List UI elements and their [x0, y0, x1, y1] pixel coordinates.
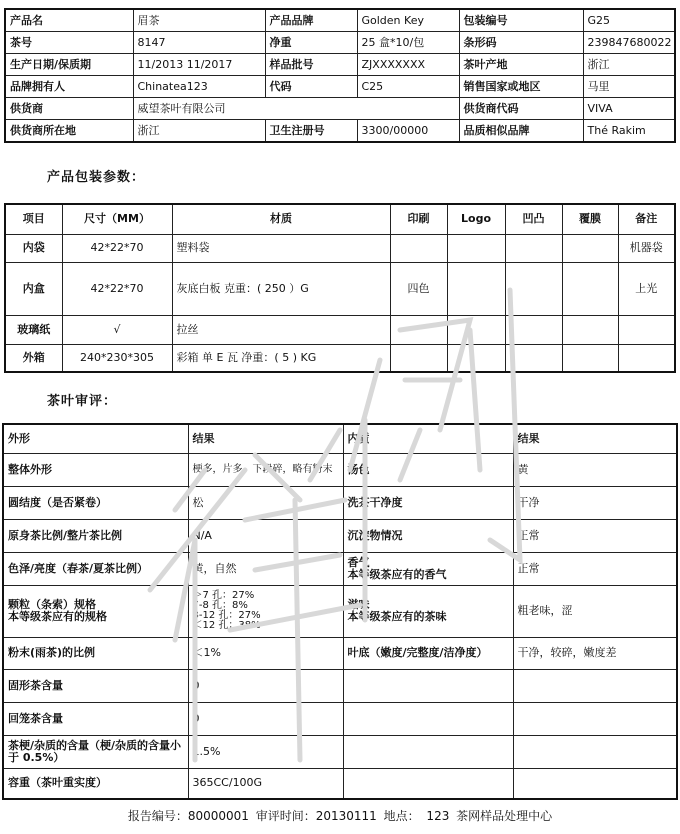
info-value: Thé Rakim	[583, 120, 675, 143]
tea-evaluation-table	[2, 423, 678, 800]
info-label: 条形码	[459, 32, 583, 54]
evaluation-cell	[343, 735, 513, 768]
info-row	[5, 98, 675, 120]
packaging-cell: 内盒	[5, 262, 62, 315]
packaging-cell	[618, 344, 675, 372]
evaluation-row	[3, 702, 677, 735]
evaluation-cell: 滋味 本等级茶应有的茶味	[343, 585, 513, 637]
info-label: 供货商所在地	[5, 120, 133, 143]
info-row	[5, 120, 675, 143]
evaluation-cell: 圆结度（是否紧卷）	[3, 486, 188, 519]
packaging-header: 项目	[5, 204, 62, 234]
product-info-body	[5, 9, 675, 142]
packaging-cell: √	[62, 315, 172, 344]
packaging-row	[5, 315, 675, 344]
packaging-cell: 玻璃纸	[5, 315, 62, 344]
packaging-cell: 拉丝	[172, 315, 390, 344]
product-info-table	[4, 8, 676, 143]
packaging-cell	[447, 344, 505, 372]
evaluation-cell: ＞7 孔：27% 7-8 孔：8% 8-12 孔：27% ＜12 孔：38%	[188, 585, 343, 637]
packaging-cell: 外箱	[5, 344, 62, 372]
info-label: 样品批号	[265, 54, 357, 76]
packaging-cell: 42*22*70	[62, 262, 172, 315]
evaluation-cell: N/A	[188, 519, 343, 552]
evaluation-cell: 1.5%	[188, 735, 343, 768]
packaging-cell: 灰底白板 克重：( 250 ）G	[172, 262, 390, 315]
packaging-row	[5, 344, 675, 372]
packaging-cell: 上光	[618, 262, 675, 315]
packaging-cell: 彩箱 单 E 瓦 净重：( 5 ) KG	[172, 344, 390, 372]
packaging-cell: 内袋	[5, 234, 62, 262]
evaluation-row	[3, 519, 677, 552]
evaluation-cell: 0	[188, 702, 343, 735]
evaluation-cell: 香气 本等级茶应有的香气	[343, 552, 513, 585]
packaging-cell	[562, 315, 618, 344]
packaging-header-row	[5, 204, 675, 234]
evaluation-body	[3, 424, 677, 799]
evaluation-cell: 黄，自然	[188, 552, 343, 585]
info-value: 3300/00000	[357, 120, 459, 143]
info-value: 25 盒*10/包	[357, 32, 459, 54]
info-label: 品质相似品牌	[459, 120, 583, 143]
evaluation-cell	[513, 669, 677, 702]
packaging-body	[5, 204, 675, 372]
evaluation-cell: 汤色	[343, 453, 513, 486]
evaluation-row	[3, 552, 677, 585]
evaluation-cell: 粉末(雨茶)的比例	[3, 637, 188, 669]
evaluation-cell: 容重（茶叶重实度）	[3, 768, 188, 799]
packaging-cell	[390, 234, 447, 262]
info-value: 浙江	[133, 120, 265, 143]
packaging-cell	[390, 315, 447, 344]
packaging-title: 产品包装参数：	[47, 170, 146, 185]
evaluation-cell: 0	[188, 669, 343, 702]
evaluation-cell: 干净，较碎，嫩度差	[513, 637, 677, 669]
packaging-header: Logo	[447, 204, 505, 234]
info-label: 销售国家或地区	[459, 76, 583, 98]
info-value: 马里	[583, 76, 675, 98]
info-value: 威望茶叶有限公司	[133, 98, 459, 120]
evaluation-cell: 黄	[513, 453, 677, 486]
info-label: 生产日期/保质期	[5, 54, 133, 76]
info-value: G25	[583, 9, 675, 32]
packaging-header: 凹凸	[505, 204, 562, 234]
evaluation-row	[3, 669, 677, 702]
info-label: 产品名	[5, 9, 133, 32]
evaluation-cell: 洗茶干净度	[343, 486, 513, 519]
evaluation-cell: 松	[188, 486, 343, 519]
packaging-header: 材质	[172, 204, 390, 234]
evaluation-cell: 固形茶含量	[3, 669, 188, 702]
packaging-cell	[562, 262, 618, 315]
packaging-header: 覆膜	[562, 204, 618, 234]
packaging-cell	[562, 234, 618, 262]
evaluation-row	[3, 486, 677, 519]
evaluation-row	[3, 453, 677, 486]
info-row	[5, 9, 675, 32]
info-label: 包装编号	[459, 9, 583, 32]
packaging-row	[5, 234, 675, 262]
evaluation-cell	[343, 768, 513, 799]
info-label: 产品品牌	[265, 9, 357, 32]
packaging-row	[5, 262, 675, 315]
evaluation-cell: ＜1%	[188, 637, 343, 669]
info-label: 净重	[265, 32, 357, 54]
info-value: 11/2013 11/2017	[133, 54, 265, 76]
evaluation-row	[3, 735, 677, 768]
packaging-cell	[562, 344, 618, 372]
info-value: 8147	[133, 32, 265, 54]
evaluation-header: 内质	[343, 424, 513, 453]
evaluation-cell: 茶梗/杂质的含量（梗/杂质的含量小于 0.5%）	[3, 735, 188, 768]
packaging-cell: 42*22*70	[62, 234, 172, 262]
packaging-header: 尺寸（MM）	[62, 204, 172, 234]
packaging-cell	[447, 234, 505, 262]
info-label: 代码	[265, 76, 357, 98]
evaluation-cell: 正常	[513, 519, 677, 552]
packaging-cell: 塑料袋	[172, 234, 390, 262]
evaluation-row	[3, 768, 677, 799]
info-row	[5, 76, 675, 98]
evaluation-cell	[343, 702, 513, 735]
packaging-cell	[447, 262, 505, 315]
packaging-cell: 机器袋	[618, 234, 675, 262]
packaging-table	[4, 203, 676, 373]
packaging-cell	[505, 262, 562, 315]
info-value: 眉茶	[133, 9, 265, 32]
evaluation-title: 茶叶审评：	[47, 394, 118, 409]
info-label: 卫生注册号	[265, 120, 357, 143]
info-label: 供货商	[5, 98, 133, 120]
info-value: 浙江	[583, 54, 675, 76]
evaluation-cell: 梗多，片多，下段碎，略有粉末	[188, 453, 343, 486]
evaluation-cell: 色泽/亮度（春茶/夏茶比例）	[3, 552, 188, 585]
evaluation-cell	[513, 735, 677, 768]
evaluation-cell: 叶底（嫩度/完整度/洁净度）	[343, 637, 513, 669]
evaluation-cell: 365CC/100G	[188, 768, 343, 799]
packaging-cell	[505, 344, 562, 372]
info-row	[5, 32, 675, 54]
info-value: Chinatea123	[133, 76, 265, 98]
evaluation-row	[3, 637, 677, 669]
evaluation-cell: 沉淀物情况	[343, 519, 513, 552]
packaging-cell: 240*230*305	[62, 344, 172, 372]
info-value: C25	[357, 76, 459, 98]
evaluation-cell: 回笼茶含量	[3, 702, 188, 735]
evaluation-header: 结果	[513, 424, 677, 453]
evaluation-cell	[343, 669, 513, 702]
info-row	[5, 54, 675, 76]
evaluation-header-row	[3, 424, 677, 453]
info-label: 茶叶产地	[459, 54, 583, 76]
packaging-header: 备注	[618, 204, 675, 234]
evaluation-header: 外形	[3, 424, 188, 453]
info-label: 品牌拥有人	[5, 76, 133, 98]
evaluation-cell: 干净	[513, 486, 677, 519]
evaluation-cell	[513, 768, 677, 799]
info-label: 供货商代码	[459, 98, 583, 120]
packaging-cell	[505, 234, 562, 262]
packaging-cell	[618, 315, 675, 344]
report-footer: 报告编号：80000001 审评时间：20130111 地点： 123 茶网样品处理中心	[127, 809, 553, 823]
packaging-cell	[390, 344, 447, 372]
packaging-cell: 四色	[390, 262, 447, 315]
evaluation-cell: 整体外形	[3, 453, 188, 486]
evaluation-cell: 粗老味，涩	[513, 585, 677, 637]
evaluation-cell: 原身茶比例/整片茶比例	[3, 519, 188, 552]
info-value: 239847680022	[583, 32, 675, 54]
packaging-header: 印刷	[390, 204, 447, 234]
info-value: Golden Key	[357, 9, 459, 32]
evaluation-cell	[513, 702, 677, 735]
evaluation-header: 结果	[188, 424, 343, 453]
packaging-cell	[505, 315, 562, 344]
info-value: ZJXXXXXXX	[357, 54, 459, 76]
evaluation-cell: 颗粒（条索）规格 本等级茶应有的规格	[3, 585, 188, 637]
evaluation-cell: 正常	[513, 552, 677, 585]
evaluation-row	[3, 585, 677, 637]
packaging-cell	[447, 315, 505, 344]
info-label: 茶号	[5, 32, 133, 54]
info-value: VIVA	[583, 98, 675, 120]
